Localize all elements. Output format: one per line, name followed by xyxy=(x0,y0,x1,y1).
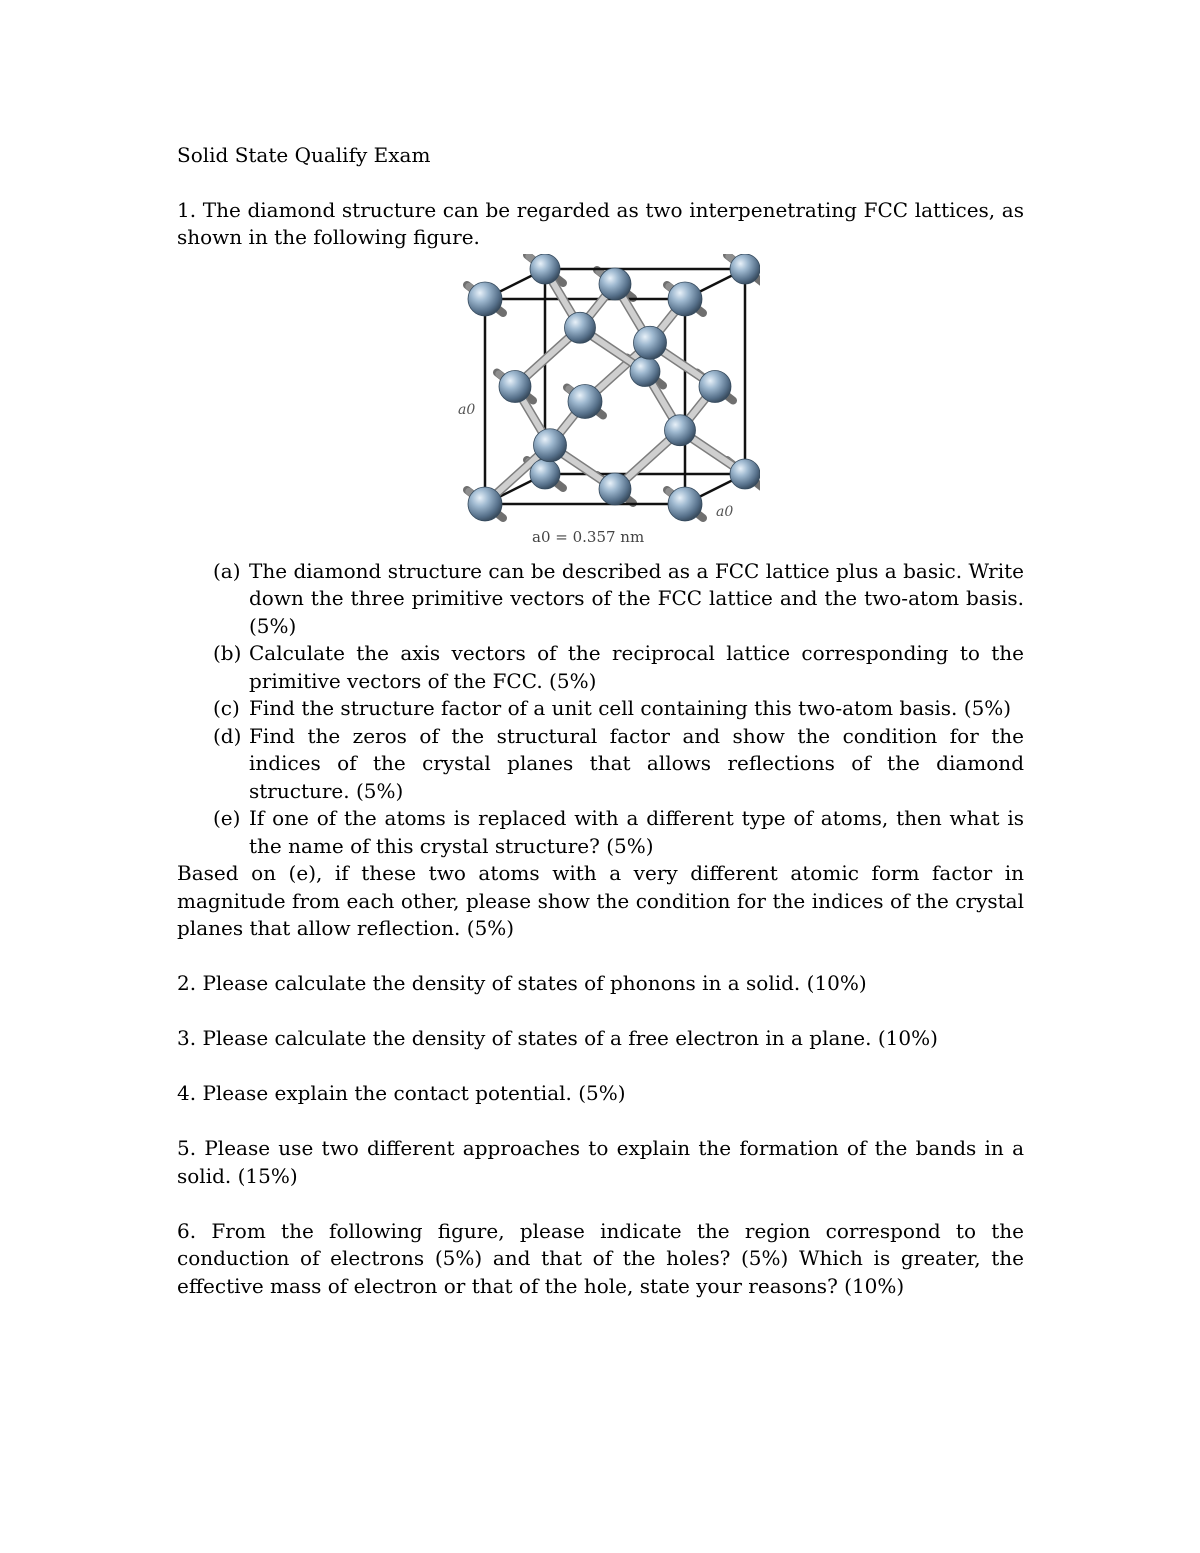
question-4: 4. Please explain the contact potential. (5%) xyxy=(177,1081,626,1105)
question-1-followup: Based on (e), if these two atoms with a very different atomic form factor in magnitude from each other, please show the condition for the indices of the crystal planes that allow reflection. (5%) xyxy=(177,861,1024,940)
atom xyxy=(668,487,702,521)
atom xyxy=(530,459,560,489)
atom xyxy=(630,356,660,386)
diamond-lattice-diagram xyxy=(440,254,760,554)
question-1-part-b xyxy=(213,640,1024,695)
question-1-part-d xyxy=(213,723,1024,806)
atom xyxy=(534,428,567,461)
question-1-part-e xyxy=(213,805,1024,860)
label-side-a0: a0 xyxy=(458,401,476,418)
question-1-part-a xyxy=(213,558,1024,641)
part-text: The diamond structure can be described as a FCC lattice plus a basic. Write down the three primitive vectors of the FCC lattice and the two-atom basis. (5%) xyxy=(249,558,1024,638)
label-lattice-constant: a0 = 0.357 nm xyxy=(532,527,645,546)
atom xyxy=(565,312,596,343)
atom xyxy=(730,459,760,489)
atom xyxy=(599,268,631,300)
question-6: 6. From the following figure, please indicate the region correspond to the conduction of electrons (5%) and that of the holes? (5%) Which is greater, the effective mass of electron or that of the hole, state your reasons? (10%) xyxy=(177,1218,1024,1298)
atom xyxy=(730,254,760,284)
question-1-parts xyxy=(177,558,1024,861)
part-label: (b) xyxy=(213,641,242,665)
part-label: (a) xyxy=(213,558,241,583)
atom xyxy=(599,473,631,505)
part-label: (d) xyxy=(213,723,242,748)
exam-content xyxy=(177,142,1024,1300)
atom xyxy=(665,414,696,445)
question-3: 3. Please calculate the density of states of a free electron in a plane. (10%) xyxy=(177,1026,938,1050)
question-5: 5. Please use two different approaches to explain the formation of the bands in a solid. (15%) xyxy=(177,1136,1024,1188)
atom xyxy=(468,282,502,316)
question-1-part-c xyxy=(213,695,1024,723)
atom xyxy=(499,370,531,402)
label-depth-a0: a0 xyxy=(716,503,734,520)
question-1-intro: 1. The diamond structure can be regarded as two interpenetrating FCC lattices, as shown in the following figure. xyxy=(177,197,1024,249)
part-text: If one of the atoms is replaced with a different type of atoms, then what is the name of this crystal structure? (5%) xyxy=(249,806,1024,858)
atom xyxy=(699,370,731,402)
atom xyxy=(668,282,702,316)
part-label: (e) xyxy=(213,806,241,830)
atom xyxy=(634,326,667,359)
part-text: Find the zeros of the structural factor and show the condition for the indices of the crystal planes that allows reflections of the diamond structure. (5%) xyxy=(249,723,1024,803)
diamond-structure-figure xyxy=(177,254,1024,554)
atom xyxy=(468,487,502,521)
page-title: Solid State Qualify Exam xyxy=(177,143,431,167)
part-label: (c) xyxy=(213,696,240,720)
atom xyxy=(530,254,560,284)
question-2: 2. Please calculate the density of states of phonons in a solid. (10%) xyxy=(177,971,867,995)
part-text: Find the structure factor of a unit cell containing this two-atom basis. (5%) xyxy=(249,696,1012,720)
atom xyxy=(568,384,602,418)
part-text: Calculate the axis vectors of the reciprocal lattice corresponding to the primitive vectors of the FCC. (5%) xyxy=(249,641,1024,693)
